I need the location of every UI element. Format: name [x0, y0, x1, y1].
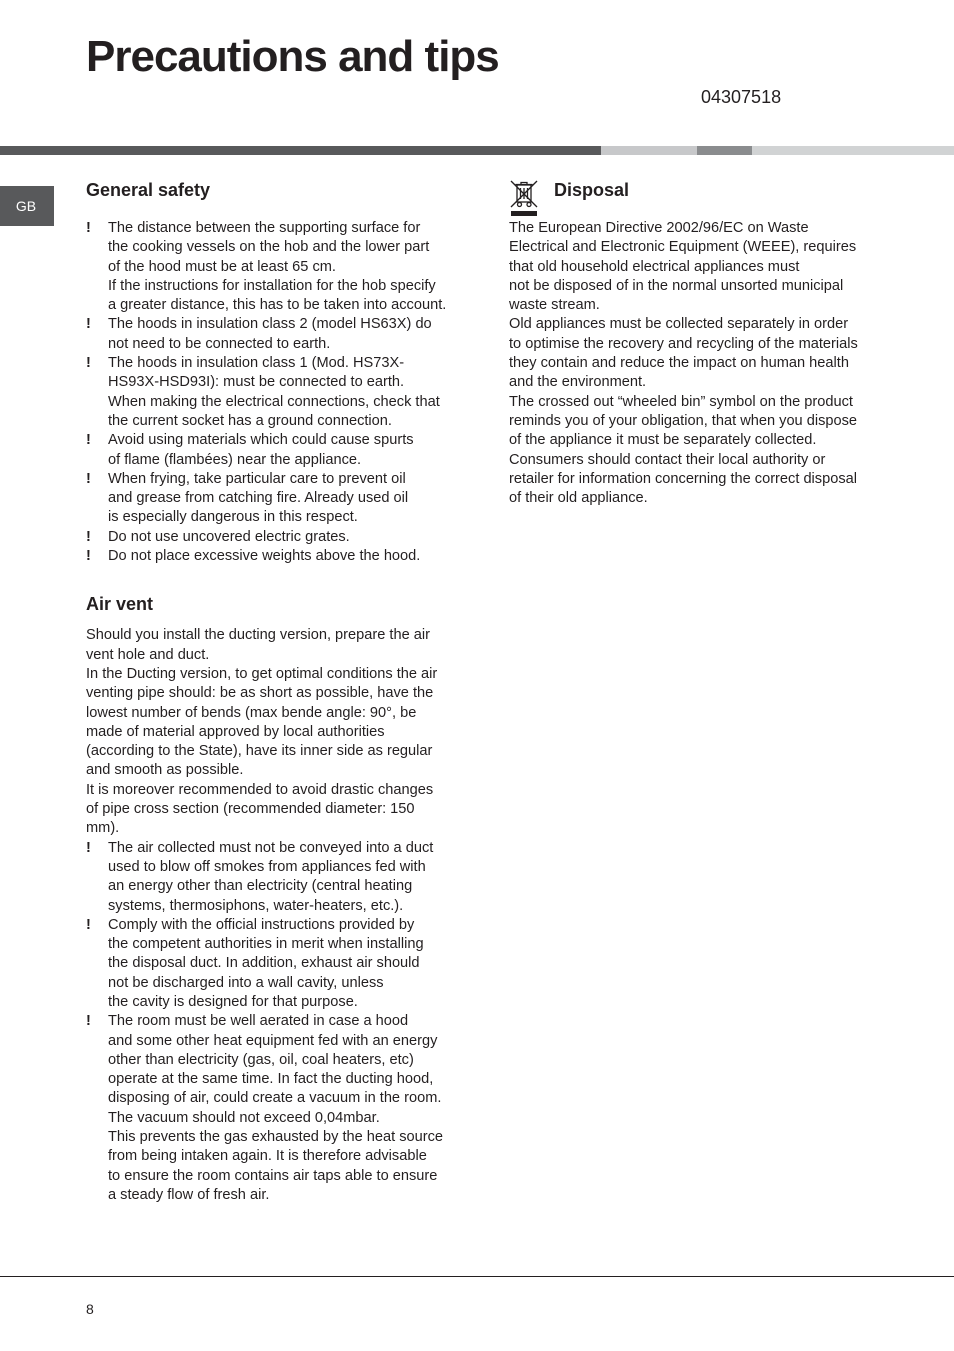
list-item: ! Do not use uncovered electric grates.	[86, 528, 468, 547]
header-band-dark	[0, 146, 601, 155]
list-item: ! The air collected must not be conveyed into a duct used to blow off smokes from appliances fed with an energy other than electricity (central heating systems, thermosiphons, water-heaters, etc.).	[86, 839, 468, 916]
language-tab: GB	[0, 186, 54, 226]
bullet-mark: !	[86, 432, 91, 449]
header-band-mid	[697, 146, 752, 155]
page-title: Precautions and tips	[86, 32, 499, 81]
general-safety-heading: General safety	[86, 180, 211, 200]
bullet-mark: !	[86, 839, 91, 856]
list-item: ! Avoid using materials which could cause spurts of flame (flambées) near the appliance.	[86, 431, 468, 470]
bullet-mark: !	[86, 316, 91, 333]
disposal-text: The European Directive 2002/96/EC on Waste Electrical and Electronic Equipment (WEEE), requires that old household electrical appliances must not be disposed of in the normal unsorted municipal waste stream. Old appliances must be collected separately in order to optimise the recovery and recycling of the materials they contain and reduce the impact on human health and the environment. The crossed out “wheeled bin” symbol on the product reminds you of your obligation, that when you dispose of the appliance it must be separately collected. Consumers should contact their local authority or retailer for information concerning the correct disposal of their old appliance.	[509, 220, 858, 507]
general-safety-list	[86, 219, 468, 566]
document-code: 04307518	[701, 87, 782, 107]
right-column	[509, 178, 889, 508]
bullet-mark: !	[86, 470, 91, 487]
header-band-pale	[752, 146, 954, 155]
bullet-mark: !	[86, 528, 91, 545]
disposal-heading: Disposal	[554, 180, 630, 200]
list-item: ! Comply with the official instructions provided by the competent authorities in merit when installing the disposal duct. In addition, exhaust air should not be discharged into a wall cavity, unless the cavity is designed for that purpose.	[86, 916, 468, 1012]
left-column	[86, 178, 468, 1205]
bullet-mark: !	[86, 916, 91, 933]
footer-rule	[0, 1276, 954, 1277]
air-vent-list	[86, 839, 468, 1206]
list-item: ! When frying, take particular care to prevent oil and grease from catching fire. Already used oil is especially dangerous in this respect.	[86, 470, 468, 528]
bullet-mark: !	[86, 548, 91, 565]
list-item: ! The hoods in insulation class 1 (Mod. HS73X- HS93X-HSD93I): must be connected to earth. When making the electrical connections, check that the current socket has a ground connection.	[86, 354, 468, 431]
list-item: ! The distance between the supporting surface for the cooking vessels on the hob and the lower part of the hood must be at least 65 cm. If the instructions for installation for the hob specify a greater distance, this has to be taken into account.	[86, 219, 468, 315]
bullet-mark: !	[86, 220, 91, 236]
disposal-header	[509, 178, 889, 219]
list-item: ! The room must be well aerated in case a hood and some other heat equipment fed with an energy other than electricity (gas, oil, coal heaters, etc) operate at the same time. In fact the ducting hood, disposing of air, could create a vacuum in the room. The vacuum should not exceed 0,04mbar. This prevents the gas exhausted by the heat source from being intaken again. It is therefore advisable to ensure the room contains air taps able to ensure a steady flow of fresh air.	[86, 1012, 468, 1205]
air-vent-intro: Should you install the ducting version, prepare the air vent hole and duct. In the Ducting version, to get optimal conditions the air venting pipe should: be as short as possible, have the lowest number of bends (max bende angle: 90°, be made of material approved by local authorities (according to the State), have its inner side as regular and smooth as possible. It is moreover recommended to avoid drastic changes of pipe cross section (recommended diameter: 150 mm).	[86, 627, 438, 837]
air-vent-heading: Air vent	[86, 594, 154, 615]
bullet-mark: !	[86, 355, 91, 372]
crossed-out-wheeled-bin-icon	[509, 178, 540, 218]
list-item: ! The hoods in insulation class 2 (model HS63X) do not need to be connected to earth.	[86, 315, 468, 354]
bullet-mark: !	[86, 1013, 91, 1030]
header-band-light	[601, 146, 697, 155]
page-number: 8	[86, 1301, 94, 1317]
list-item: ! Do not place excessive weights above the hood.	[86, 547, 468, 566]
